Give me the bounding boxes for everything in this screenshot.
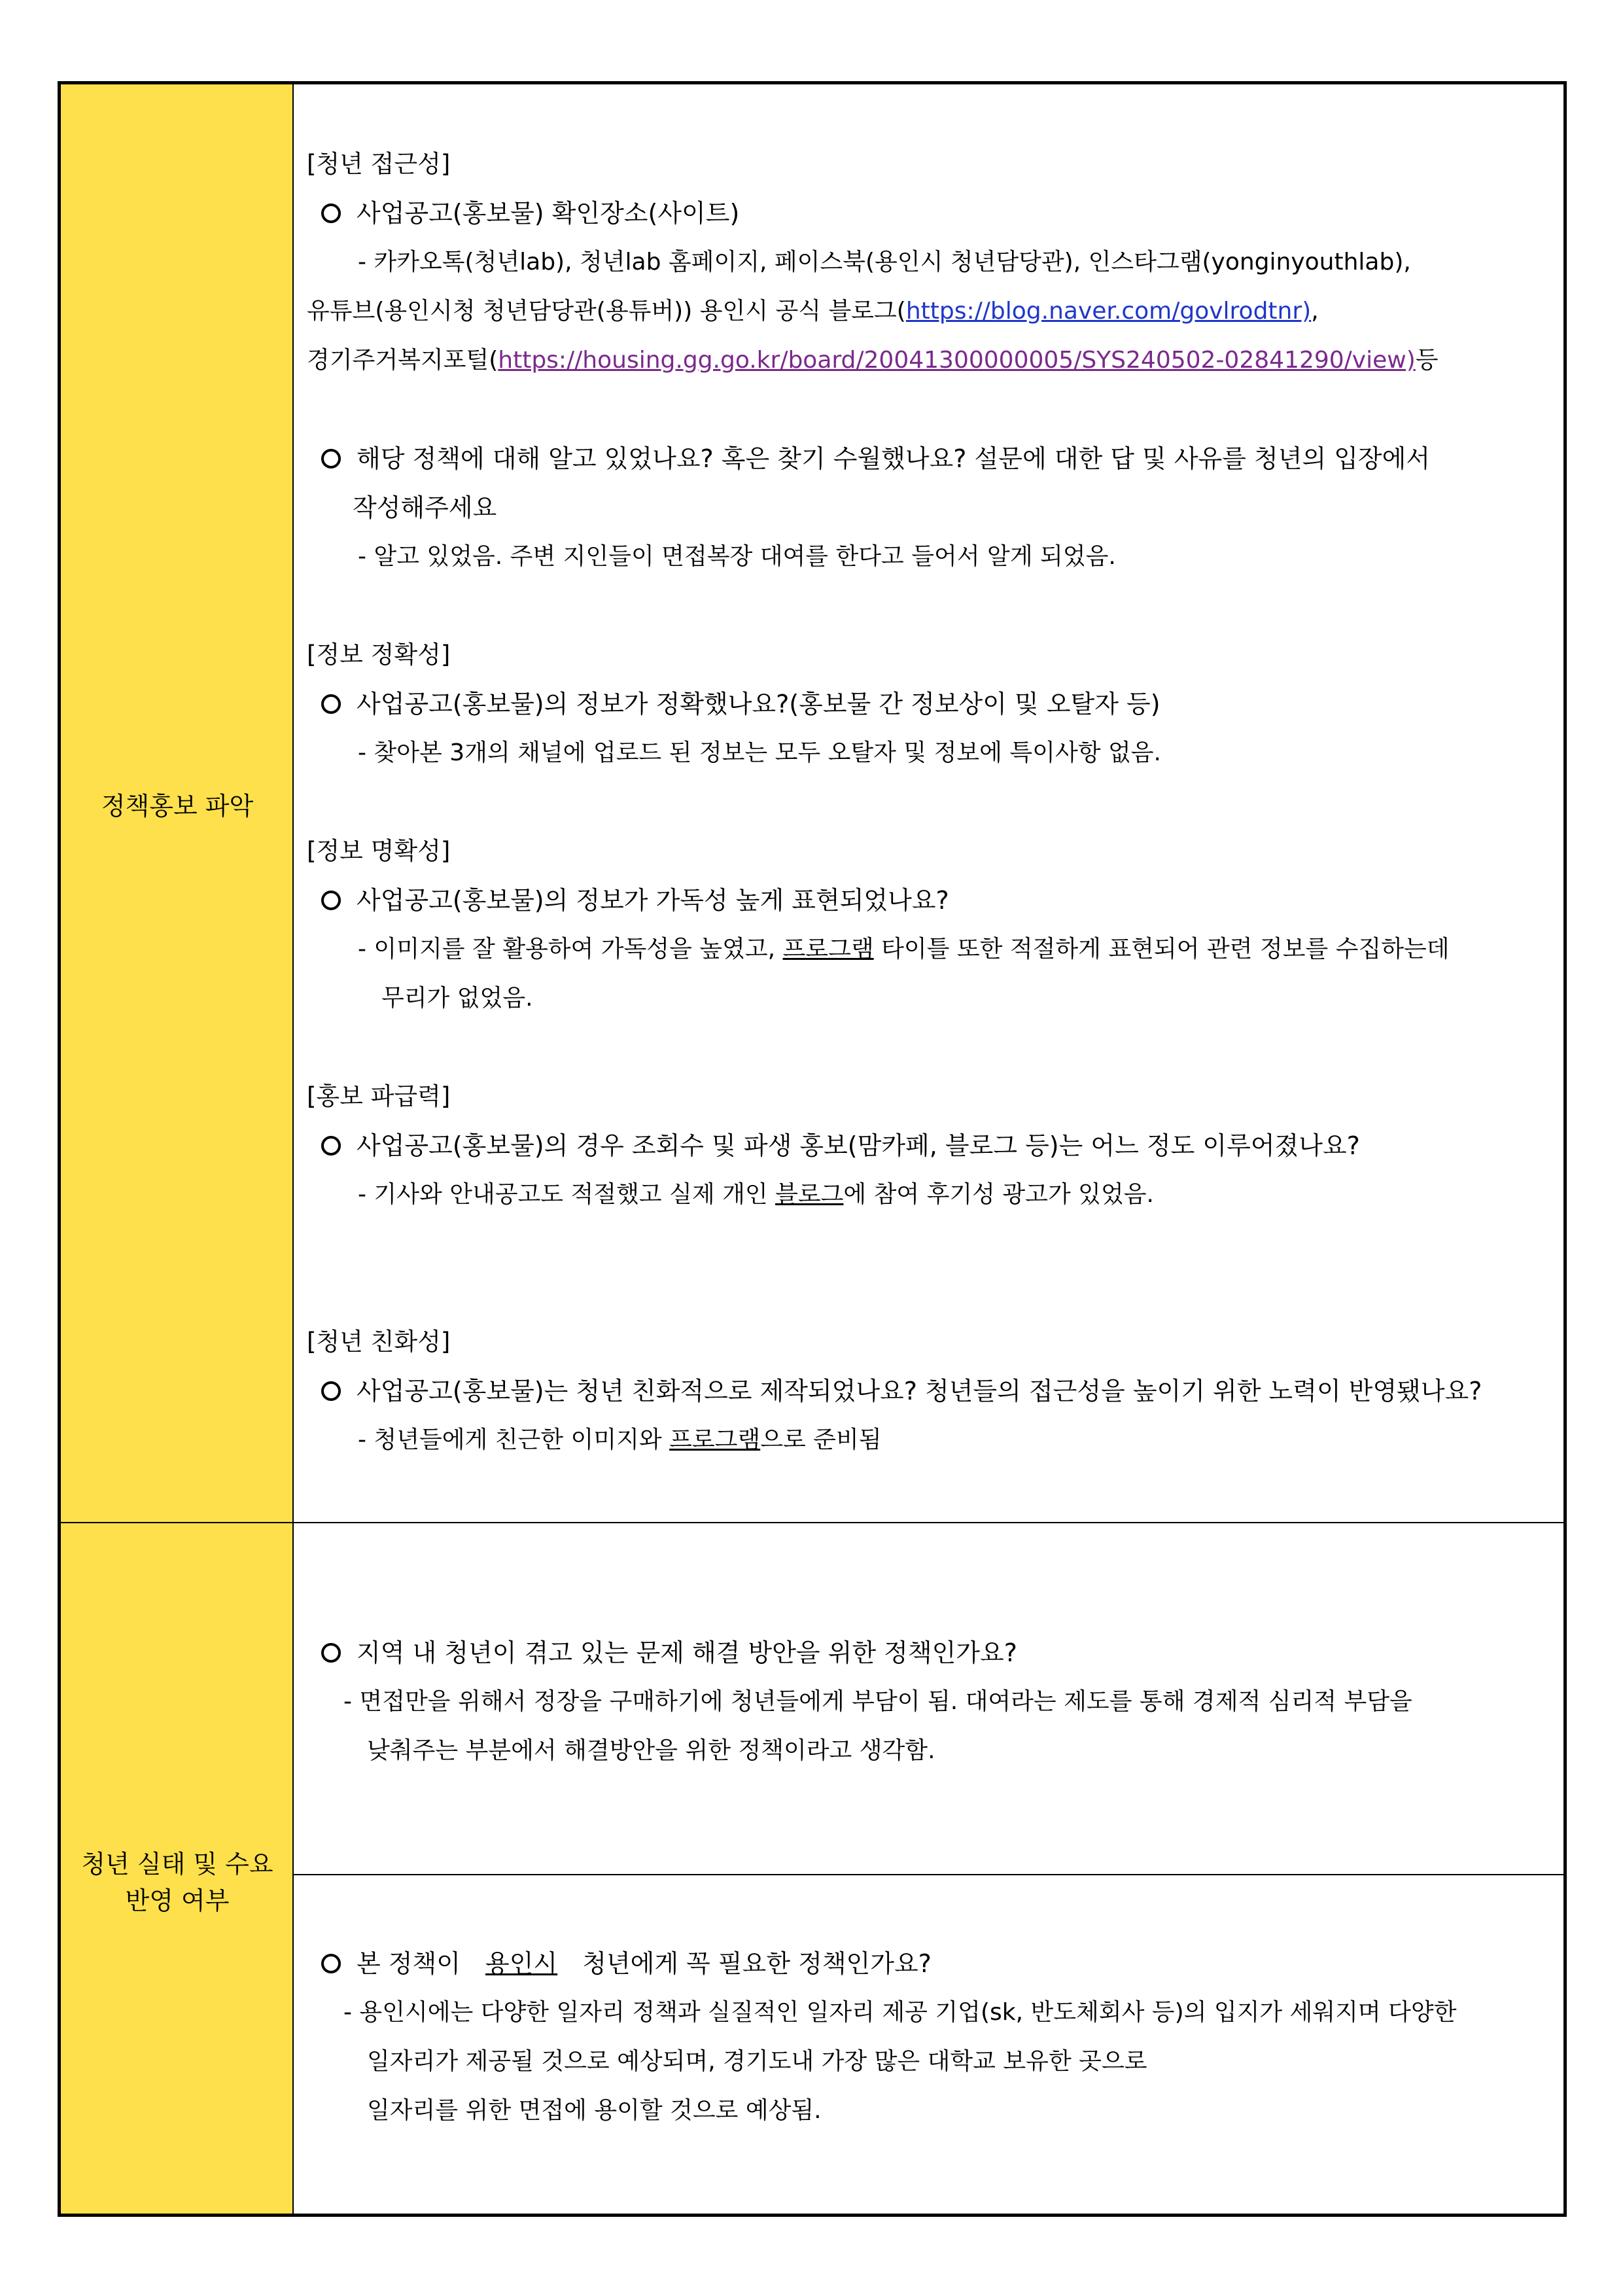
- answer-youth-friendly: - 청년들에게 친근한 이미지와 프로그램으로 준비됨: [358, 1426, 882, 1453]
- bullet-circle-icon: [321, 694, 341, 714]
- bullet-circle-icon: [321, 1136, 341, 1156]
- bullet-circle-icon: [321, 1954, 341, 1973]
- heading-promo-reach: [홍보 파급력]: [307, 1082, 451, 1110]
- answer-ad-location-line1: - 카카오톡(청년lab), 청년lab 홈페이지, 페이스북(용인시 청년담당관), 인스타그램(yonginyouthlab),: [358, 249, 1411, 275]
- bullet-circle-icon: [321, 449, 341, 468]
- row-label-youth-needs-line1: 청년 실태 및 수요: [81, 1850, 273, 1879]
- answer-policy-needed-line3: 일자리를 위한 면접에 용이할 것으로 예상됨.: [367, 2097, 822, 2124]
- question-promo-reach: 사업공고(홍보물)의 경우 조회수 및 파생 홍보(맘카페, 블로그 등)는 어느 정도 이루어졌나요?: [321, 1129, 1360, 1162]
- question-youth-friendly: 사업공고(홍보물)는 청년 친화적으로 제작되었나요? 청년들의 접근성을 높이기 위한 노력이 반영됐나요?: [321, 1375, 1482, 1407]
- answer-policy-needed-line1: - 용인시에는 다양한 일자리 정책과 실질적인 일자리 제공 기업(sk, 반도체회사 등)의 입지가 세워지며 다양한: [343, 1999, 1457, 2026]
- bullet-circle-icon: [321, 203, 341, 223]
- question-awareness: 해당 정책에 대해 알고 있었나요? 혹은 찾기 수월했나요? 설문에 대한 답 및 사유를 청년의 입장에서: [321, 442, 1430, 475]
- answer-local-problem-line1: - 면접만을 위해서 정장을 구매하기에 청년들에게 부담이 됨. 대여라는 제도를 통해 경제적 심리적 부담을: [343, 1688, 1412, 1715]
- row-label-policy-promotion: 정책홍보 파악: [101, 792, 254, 821]
- question-info-accuracy: 사업공고(홍보물)의 정보가 정확했나요?(홍보물 간 정보상이 및 오탈자 등): [321, 688, 1161, 720]
- question-local-problem: 지역 내 청년이 겪고 있는 문제 해결 방안을 위한 정책인가요?: [321, 1636, 1017, 1669]
- region-blank: 용인시: [485, 1949, 558, 1978]
- bullet-circle-icon: [321, 891, 341, 910]
- answer-awareness: - 알고 있었음. 주변 지인들이 면접복장 대여를 한다고 들어서 알게 되었음.: [358, 543, 1116, 570]
- answer-info-accuracy: - 찾아본 3개의 채널에 업로드 된 정보는 모두 오탈자 및 정보에 특이사항 없음.: [358, 739, 1161, 766]
- answer-ad-location-line2: 유튜브(용인시청 청년담당관(용튜버)) 용인시 공식 블로그(https://blog.naver.com/govlrodtnr),: [307, 298, 1319, 325]
- answer-policy-needed-line2: 일자리가 제공될 것으로 예상되며, 경기도내 가장 많은 대학교 보유한 곳으로: [367, 2048, 1147, 2075]
- answer-promo-reach: - 기사와 안내공고도 적절했고 실제 개인 블로그에 참여 후기성 광고가 있었음.: [358, 1181, 1154, 1208]
- question-policy-needed: 본 정책이 용인시 청년에게 꼭 필요한 정책인가요?: [321, 1947, 932, 1980]
- heading-youth-friendly: [청년 친화성]: [307, 1328, 451, 1356]
- housing-portal-link[interactable]: https://housing.gg.go.kr/board/20041300000005/SYS240502-02841290/view): [498, 347, 1416, 374]
- question-awareness-line2: 작성해주세요: [353, 493, 497, 522]
- row-label-youth-needs: [61, 1846, 294, 1919]
- answer-local-problem-line2: 낮춰주는 부분에서 해결방안을 위한 정책이라고 생각함.: [367, 1737, 935, 1764]
- row-label-youth-needs-line2: 반영 여부: [125, 1886, 230, 1915]
- question-ad-location: 사업공고(홍보물) 확인장소(사이트): [321, 197, 739, 230]
- bullet-circle-icon: [321, 1381, 341, 1401]
- answer-info-clarity-line2: 무리가 없었음.: [381, 985, 533, 1012]
- heading-youth-access: [청년 접근성]: [307, 150, 451, 178]
- question-info-clarity: 사업공고(홍보물)의 정보가 가독성 높게 표현되었나요?: [321, 884, 949, 917]
- bullet-circle-icon: [321, 1643, 341, 1663]
- answer-ad-location-line3: 경기주거복지포털(https://housing.gg.go.kr/board/20041300000005/SYS240502-02841290/view)등: [307, 347, 1439, 374]
- heading-info-clarity: [정보 명확성]: [307, 837, 451, 865]
- row-divider: [61, 1522, 1563, 1523]
- evaluation-table: [58, 81, 1567, 2217]
- heading-info-accuracy: [정보 정확성]: [307, 641, 451, 669]
- sub-row-divider: [294, 1874, 1563, 1875]
- blog-link[interactable]: https://blog.naver.com/govlrodtnr): [905, 298, 1312, 325]
- answer-info-clarity-line1: - 이미지를 잘 활용하여 가독성을 높였고, 프로그램 타이틀 또한 적절하게 표현되어 관련 정보를 수집하는데: [358, 936, 1450, 963]
